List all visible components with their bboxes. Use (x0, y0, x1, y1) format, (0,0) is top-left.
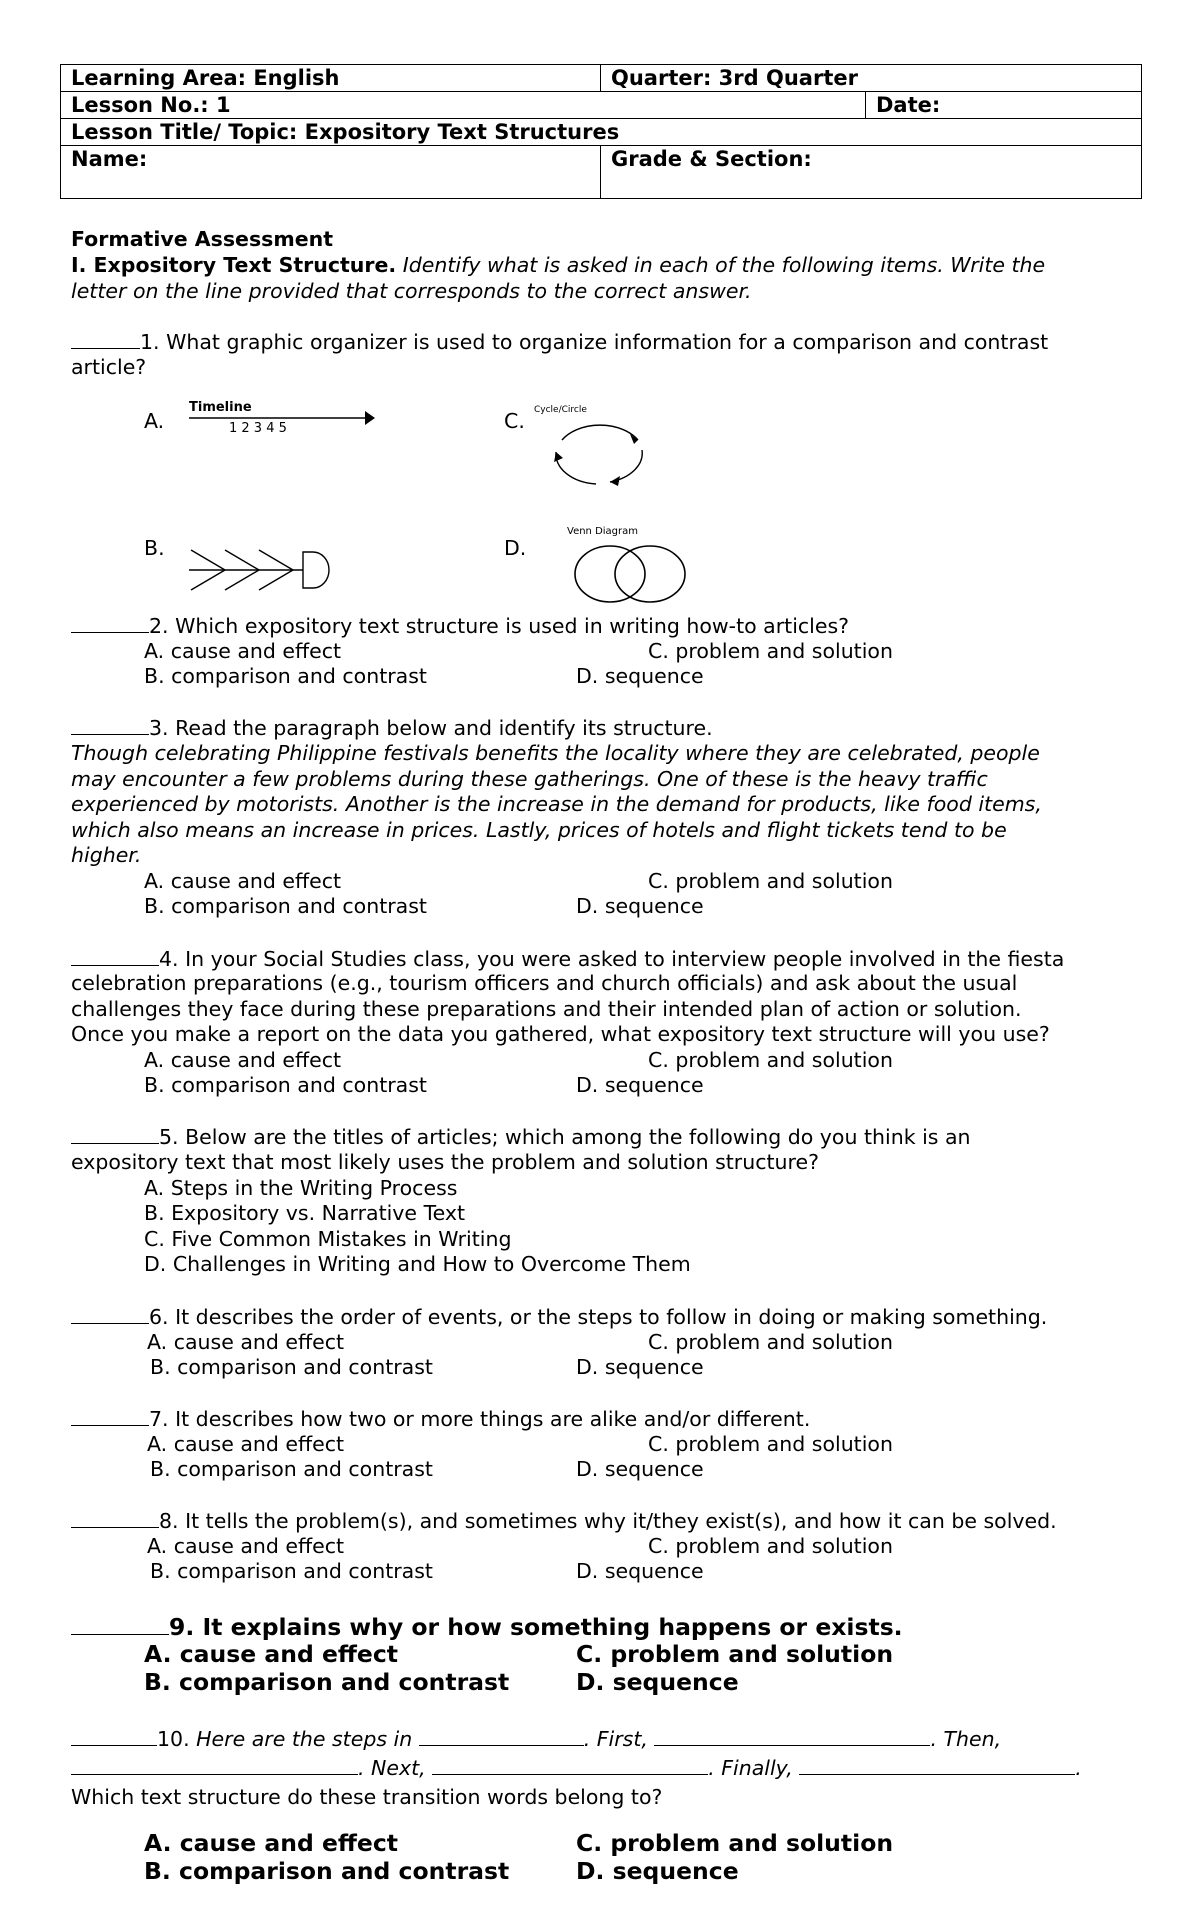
q4-choice-d[interactable]: D. sequence (576, 1073, 704, 1097)
lesson-title: Lesson Title/ Topic: Expository Text Structures (61, 119, 1142, 146)
answer-blank-9[interactable] (71, 1612, 169, 1635)
cycle-arc-left (556, 452, 596, 484)
answer-blank-2[interactable] (71, 612, 149, 633)
fill-blank-then[interactable] (71, 1754, 358, 1775)
q7-choice-c[interactable]: C. problem and solution (648, 1432, 893, 1456)
question-2: 2. Which expository text structure is used in writing how-to articles? (71, 612, 849, 639)
q8-choice-c[interactable]: C. problem and solution (648, 1534, 893, 1558)
question-8: 8. It tells the problem(s), and sometimes why it/they exist(s), and how it can be solved. (71, 1507, 1057, 1534)
question-10-prompt: Which text structure do these transition words belong to? (71, 1785, 663, 1809)
q9-choice-c[interactable]: C. problem and solution (576, 1640, 894, 1668)
q4-choice-c[interactable]: C. problem and solution (648, 1048, 893, 1072)
question-5-line-1: 5. Below are the titles of articles; which among the following do you think is an (71, 1123, 971, 1150)
question-7: 7. It describes how two or more things are alike and/or different. (71, 1405, 810, 1432)
question-4-line-4: Once you make a report on the data you gathered, what expository text structure will you use? (71, 1022, 1050, 1046)
fill-blank-finally[interactable] (799, 1754, 1075, 1775)
venn-label: Venn Diagram (567, 526, 639, 537)
q3-paragraph-line-1: Though celebrating Philippine festivals benefits the locality where they are celebrated, people (71, 741, 1040, 765)
q2-choice-d[interactable]: D. sequence (576, 664, 704, 688)
answer-blank-10[interactable] (71, 1725, 157, 1746)
answer-blank-4[interactable] (71, 945, 159, 966)
fill-blank-first[interactable] (654, 1725, 930, 1746)
q5-option-c[interactable]: C. Five Common Mistakes in Writing (144, 1227, 512, 1251)
date-field[interactable]: Date: (866, 92, 1142, 119)
venn-circle-right (615, 546, 685, 602)
cycle-label: Cycle/Circle (534, 405, 587, 415)
q4-choice-b[interactable]: B. comparison and contrast (144, 1073, 427, 1097)
section-label: I. Expository Text Structure. (71, 253, 397, 277)
question-10-line-1: 10. Here are the steps in . First, . Then, (71, 1725, 1001, 1752)
q6-choice-d[interactable]: D. sequence (576, 1355, 704, 1379)
q1-option-c[interactable]: C. (504, 409, 525, 433)
q10-choice-d[interactable]: D. sequence (576, 1857, 739, 1885)
timeline-label: Timeline (189, 400, 252, 415)
question-4-line-2: celebration preparations (e.g., tourism officers and church officials) and ask about the usual (71, 971, 1018, 995)
answer-blank-8[interactable] (71, 1507, 159, 1528)
question-6: 6. It describes the order of events, or the steps to follow in doing or making something. (71, 1303, 1047, 1330)
fill-blank-topic[interactable] (419, 1725, 584, 1746)
answer-blank-7[interactable] (71, 1405, 149, 1426)
quarter: Quarter: 3rd Quarter (601, 65, 1142, 92)
instructions-text-1: Identify what is asked in each of the following items. Write the (396, 253, 1046, 277)
fill-blank-next[interactable] (432, 1754, 708, 1775)
q7-choice-b[interactable]: B. comparison and contrast (150, 1457, 433, 1481)
q6-choice-c[interactable]: C. problem and solution (648, 1330, 893, 1354)
q1-option-d[interactable]: D. (504, 536, 527, 560)
question-3: 3. Read the paragraph below and identify its structure. (71, 714, 713, 741)
q5-option-a[interactable]: A. Steps in the Writing Process (144, 1176, 458, 1200)
question-10-line-2: . Next, . Finally, . (71, 1754, 1082, 1781)
q3-paragraph-line-2: may encounter a few problems during these gatherings. One of these is the heavy traffic (71, 767, 988, 791)
answer-blank-6[interactable] (71, 1303, 149, 1324)
fishbone-diagram (185, 540, 345, 600)
q6-choice-b[interactable]: B. comparison and contrast (150, 1355, 433, 1379)
q2-choice-c[interactable]: C. problem and solution (648, 639, 893, 663)
q10-choice-a[interactable]: A. cause and effect (144, 1829, 399, 1857)
cycle-diagram (530, 400, 660, 495)
timeline-arrowhead (365, 411, 375, 425)
instructions-line-2: letter on the line provided that corresponds to the correct answer. (71, 279, 752, 303)
q3-paragraph-line-4: which also means an increase in prices. Lastly, prices of hotels and flight tickets tend to be (71, 818, 1007, 842)
q4-choice-a[interactable]: A. cause and effect (144, 1048, 342, 1072)
question-4-line-3: challenges they face during these preparations and their intended plan of action or solution. (71, 997, 1022, 1021)
q1-option-a[interactable]: A. (144, 409, 165, 433)
q5-option-d[interactable]: D. Challenges in Writing and How to Overcome Them (144, 1252, 691, 1276)
q3-choice-d[interactable]: D. sequence (576, 894, 704, 918)
q8-choice-b[interactable]: B. comparison and contrast (150, 1559, 433, 1583)
venn-diagram (565, 522, 695, 607)
timeline-numbers: 1 2 3 4 5 (229, 421, 287, 436)
q6-choice-a[interactable]: A. cause and effect (147, 1330, 345, 1354)
q9-choice-a[interactable]: A. cause and effect (144, 1640, 399, 1668)
learning-area: Learning Area: English (61, 65, 601, 92)
q3-paragraph-line-5: higher. (71, 843, 142, 867)
lesson-no: Lesson No.: 1 (61, 92, 866, 119)
q8-choice-a[interactable]: A. cause and effect (147, 1534, 345, 1558)
name-field[interactable]: Name: (61, 146, 601, 199)
question-5-line-2: expository text that most likely uses the problem and solution structure? (71, 1150, 819, 1174)
cycle-arc-top (562, 425, 638, 440)
answer-blank-5[interactable] (71, 1123, 159, 1144)
q8-choice-d[interactable]: D. sequence (576, 1559, 704, 1583)
q3-choice-a[interactable]: A. cause and effect (144, 869, 342, 893)
q7-choice-d[interactable]: D. sequence (576, 1457, 704, 1481)
q10-choice-c[interactable]: C. problem and solution (576, 1829, 894, 1857)
q3-choice-b[interactable]: B. comparison and contrast (144, 894, 427, 918)
assessment-title: Formative Assessment (71, 227, 334, 251)
instructions-line-1 (71, 252, 1045, 278)
timeline-diagram (185, 397, 385, 437)
q2-choice-b[interactable]: B. comparison and contrast (144, 664, 427, 688)
answer-blank-3[interactable] (71, 714, 149, 735)
q2-choice-a[interactable]: A. cause and effect (144, 639, 342, 663)
cycle-arc-right (610, 450, 642, 482)
q3-choice-c[interactable]: C. problem and solution (648, 869, 893, 893)
question-4-line-1: 4. In your Social Studies class, you were asked to interview people involved in the fiesta (71, 945, 1064, 972)
q10-choice-b[interactable]: B. comparison and contrast (144, 1857, 510, 1885)
q1-option-b[interactable]: B. (144, 536, 165, 560)
question-1-line-2: article? (71, 355, 147, 379)
fishbone-head (303, 552, 329, 588)
q9-choice-d[interactable]: D. sequence (576, 1668, 739, 1696)
q3-paragraph-line-3: experienced by motorists. Another is the increase in the demand for products, like food items, (71, 792, 1042, 816)
venn-circle-left (575, 546, 645, 602)
question-9: 9. It explains why or how something happens or exists. (71, 1612, 903, 1641)
question-1-line-1 (71, 328, 1048, 355)
grade-section-field[interactable]: Grade & Section: (601, 146, 1142, 199)
q5-option-b[interactable]: B. Expository vs. Narrative Text (144, 1201, 466, 1225)
answer-blank-1[interactable] (71, 328, 140, 349)
q7-choice-a[interactable]: A. cause and effect (147, 1432, 345, 1456)
q9-choice-b[interactable]: B. comparison and contrast (144, 1668, 510, 1696)
question-1-text: 1. What graphic organizer is used to organize information for a comparison and contrast (140, 330, 1049, 354)
header-table (60, 64, 1142, 199)
